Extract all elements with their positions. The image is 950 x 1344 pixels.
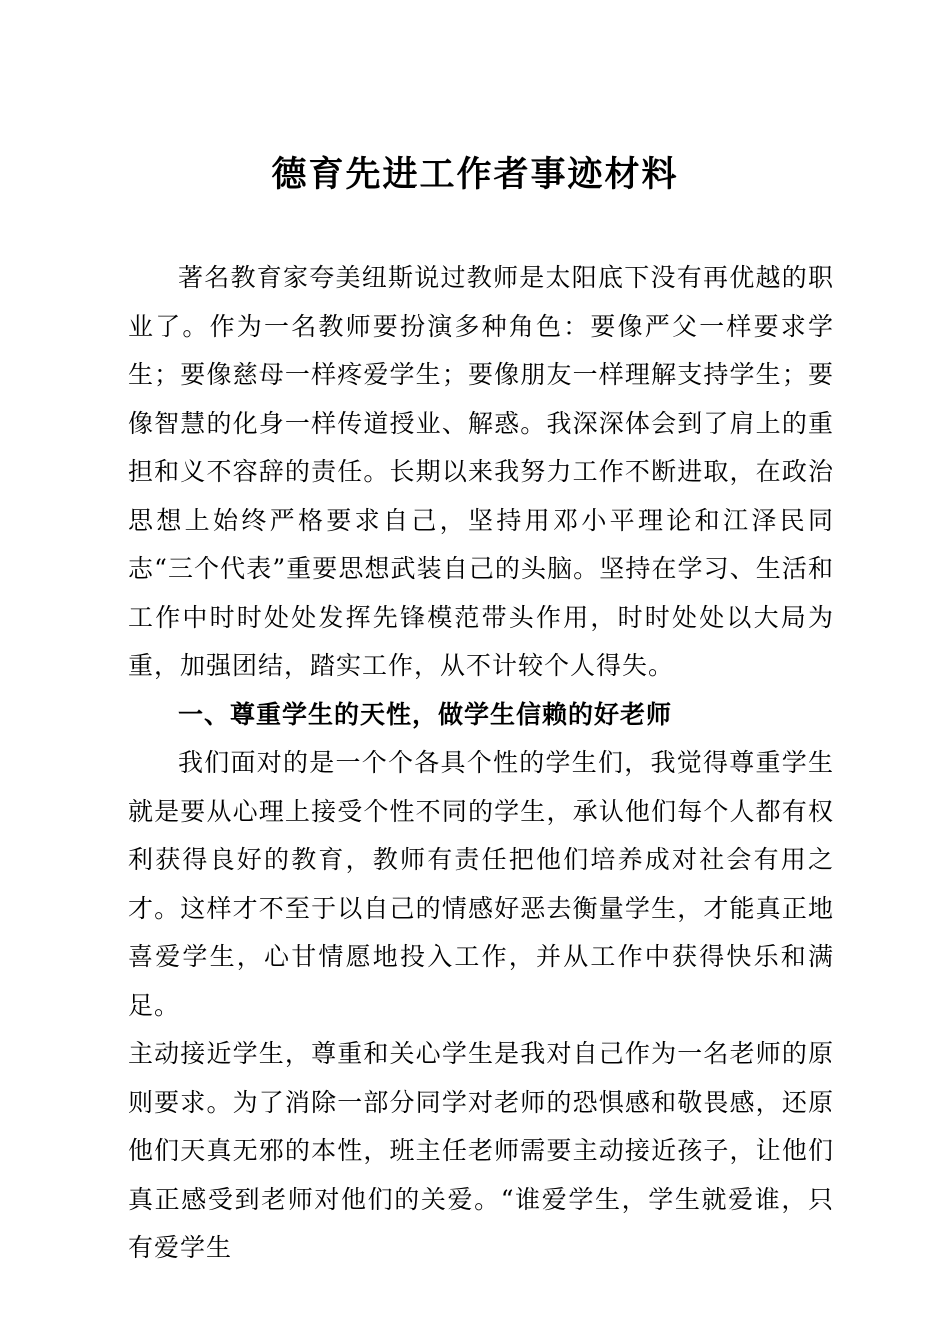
section-heading-1: 一、尊重学生的天性，做学生信赖的好老师 bbox=[178, 699, 673, 729]
section-1-paragraph-1: 我们面对的是一个个各具个性的学生们，我觉得尊重学生就是要从心理上接受个性不同的学生，承认他们每个人都有权利获得良好的教育，教师有责任把他们培养成对社会有用之才。这样才不至于以自己的情感好恶去衡量学生，才能真正地喜爱学生，心甘情愿地投入工作，并从工作中获得快乐和满足。 bbox=[128, 748, 834, 1020]
section-1-paragraph-2: 主动接近学生，尊重和关心学生是我对自己作为一名老师的原则要求。为了消除一部分同学对老师的恐惧感和敬畏感，还原他们天真无邪的本性，班主任老师需要主动接近孩子，让他们真正感受到老师对他们的关爱。“谁爱学生，学生就爱谁，只有爱学生 bbox=[128, 1039, 834, 1262]
intro-paragraph: 著名教育家夸美纽斯说过教师是太阳底下没有再优越的职业了。作为一名教师要扮演多种角色：要像严父一样要求学生；要像慈母一样疼爱学生；要像朋友一样理解支持学生；要像智慧的化身一样传道授业、解惑。我深深体会到了肩上的重担和义不容辞的责任。长期以来我努力工作不断进取，在政治思想上始终严格要求自己，坚持用邓小平理论和江泽民同志“三个代表”重要思想武装自己的头脑。坚持在学习、生活和工作中时时处处发挥先锋模范带头作用，时时处处以大局为重，加强团结，踏实工作，从不计较个人得失。 bbox=[128, 263, 834, 680]
document-body bbox=[128, 254, 834, 1273]
document-title: 德育先进工作者事迹材料 bbox=[271, 154, 679, 195]
